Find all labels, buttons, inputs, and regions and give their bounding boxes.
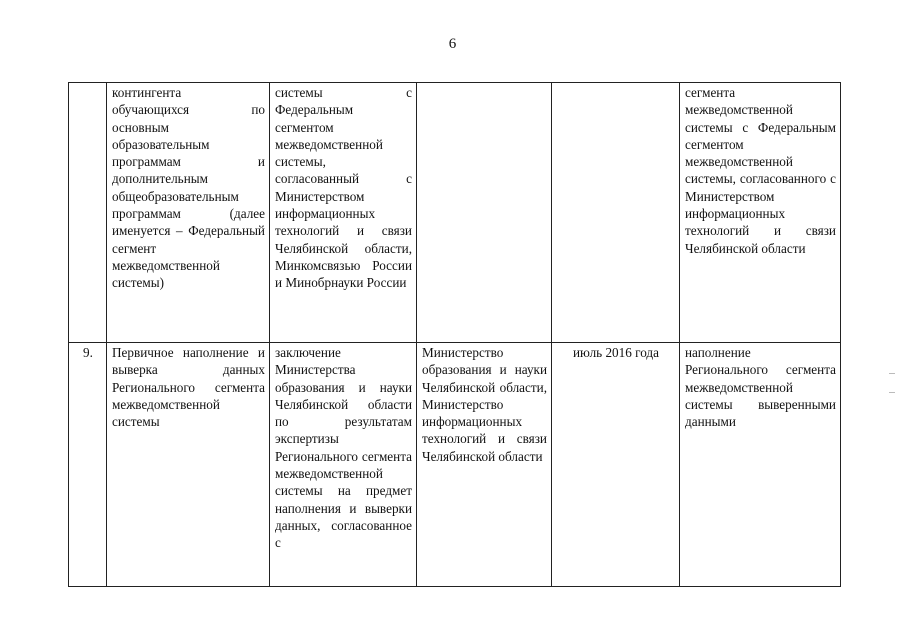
result-document-cell: системы с Федеральным сегментом межведомственной системы, согласованный с Министерством информационных технологий и связи Челябинской области, Минкомсвязью России и Минобрнауки России — [270, 83, 417, 343]
activity-cell: контингента обучающихся по основным образовательным программам и дополнительным общеобразовательным программам (далее именуется – Федеральный сегмент межведомственной системы) — [107, 83, 270, 343]
expected-result-cell: наполнение Регионального сегмента межведомственной системы выверенными данными — [680, 343, 841, 587]
deadline-cell — [552, 83, 680, 343]
table-row — [69, 83, 841, 343]
responsible-cell: Министерство образования и науки Челябинской области, Министерство информационных технологий и связи Челябинской области — [417, 343, 552, 587]
plan-table — [68, 82, 841, 587]
result-document-cell: заключение Министерства образования и науки Челябинской области по результатам экспертизы Регионального сегмента межведомственной системы на предмет наполнения и выверки данных, согласованное с — [270, 343, 417, 587]
page-number: 6 — [448, 36, 457, 52]
table-row — [69, 343, 841, 587]
scan-margin-mark — [889, 373, 895, 374]
scan-margin-mark — [889, 392, 895, 393]
responsible-cell — [417, 83, 552, 343]
deadline-cell: июль 2016 года — [552, 343, 680, 587]
activity-cell: Первичное наполнение и выверка данных Регионального сегмента межведомственной системы — [107, 343, 270, 587]
row-number-cell — [69, 83, 107, 343]
row-number-cell: 9. — [69, 343, 107, 587]
expected-result-cell: сегмента межведомственной системы с Федеральным сегментом межведомственной системы, согласованного с Министерством информационных технологий и связи Челябинской области — [680, 83, 841, 343]
